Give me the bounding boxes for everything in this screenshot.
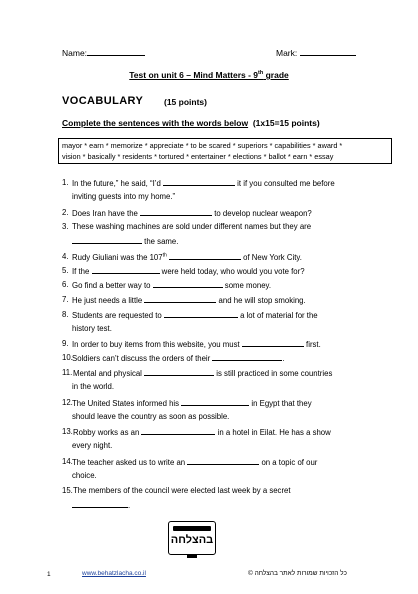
question-text: . [282,354,285,363]
logo-text: בהצלחה [170,534,214,546]
question-text: in a hotel in Eilat. He has a show [215,428,331,437]
instruction-text: Complete the sentences with the words below [62,118,249,128]
answer-blank[interactable] [153,280,223,288]
name-field [62,47,145,58]
question-number: 1. [62,178,69,187]
question-text: some money. [222,281,272,290]
question-text: . [128,501,131,510]
question-text: in Egypt that they [249,399,312,408]
question-line [72,398,312,408]
question-line [72,222,311,231]
question-line [72,339,321,349]
question-line [72,295,306,305]
question-text: were held today, who would you vote for? [159,267,305,276]
question-text: inviting guests into my home.” [72,192,176,201]
test-title [0,70,418,80]
question-text: is still practiced in some countries [214,369,333,378]
question-text: Robby works as an [73,428,142,437]
question-text: every night. [72,441,113,450]
question-text: Rudy Giuliani was the 107 [72,253,163,262]
question-text: history test. [72,324,112,333]
question-number: 13. [62,427,73,436]
question-line [72,324,112,333]
answer-blank[interactable] [141,427,215,435]
question-text: These washing machines are sold under different names but they are [72,222,312,231]
question-text: The members of the council were elected last week by a secret [73,486,291,495]
question-number: 2. [62,208,69,217]
answer-blank[interactable] [140,208,212,216]
question-number: 7. [62,295,69,304]
question-text: and he will stop smoking. [216,296,306,305]
answer-blank[interactable] [72,500,131,510]
question-text: The teacher asked us to write an [72,458,188,467]
question-line [72,412,229,421]
question-number: 8. [62,310,69,319]
answer-blank[interactable] [187,457,259,465]
answer-blank[interactable] [181,398,249,406]
question-text: the same. [142,237,179,246]
question-text: first. [303,340,321,349]
question-line [72,280,271,290]
test-title-sup: th [258,70,264,77]
question-line [72,310,318,320]
question-text: should leave the country as soon as possible. [72,412,230,421]
question-line [72,471,97,480]
question-text: choice. [72,471,97,480]
answer-blank[interactable] [92,266,160,274]
question-text: Students are requested to [72,311,164,320]
question-text: The United States informed his [72,399,182,408]
question-text: Go find a better way to [72,281,153,290]
question-number: 15. [62,486,73,495]
question-text: If the [72,267,92,276]
question-line [72,252,302,262]
word-bank-line-1: mayor * earn * memorize * appreciate * to be scared * superiors * capabilities * award * [62,141,343,150]
answer-blank[interactable] [242,339,304,347]
test-title-tail: grade [263,70,289,80]
question-text: In order to buy items from this website, you must [72,340,242,349]
test-title-main: Test on unit 6 – Mind Matters - 9 [129,70,259,80]
question-number: 12. [62,398,73,407]
section-heading: VOCABULARY [62,95,144,107]
ordinal-suffix: th [162,252,167,259]
copyright-notice: כל הזכויות שמורות לאתר בהצלחה © [248,570,347,577]
answer-blank[interactable] [169,252,241,260]
mark-blank[interactable] [300,47,356,56]
answer-blank[interactable] [164,310,238,318]
question-line [72,266,305,276]
question-text: it if you consulted me before [235,179,335,188]
question-text: on a topic of our [259,458,318,467]
question-text: to develop nuclear weapon? [212,209,312,218]
answer-blank[interactable] [144,368,214,376]
behatzlacha-logo [168,521,216,555]
logo-stand [187,554,197,558]
question-number: 11. [62,368,73,377]
question-text: Does Iran have the [72,209,141,218]
question-text: He just needs a little [72,296,145,305]
question-line [72,457,317,467]
question-number: 6. [62,280,69,289]
question-text: in the world. [72,382,115,391]
question-text: a lot of material for the [237,311,318,320]
website-link[interactable]: www.behatzlacha.co.il [82,570,146,577]
answer-blank[interactable] [144,295,216,303]
question-text: Soldiers can’t discuss the orders of their [72,354,213,363]
logo-bar [173,526,211,531]
question-number: 9. [62,339,69,348]
question-text: In the future,” he said, “I’d [72,179,164,188]
question-line [72,178,335,188]
question-number: 5. [62,266,69,275]
answer-blank[interactable] [212,353,285,363]
question-line [72,500,130,510]
question-number: 4. [62,252,69,261]
question-number: 14. [62,457,73,466]
question-line [72,353,285,363]
word-bank-line-2: vision * basically * residents * tortured * entertainer * elections * ballot * earn * essay [62,151,334,161]
question-line [72,192,175,201]
page-number: 1 [47,571,51,578]
question-text: Mental and physical [73,369,145,378]
question-number: 3. [62,222,69,231]
mark-field [276,47,356,58]
answer-blank[interactable] [163,178,235,186]
question-line [72,441,112,450]
question-line [72,208,312,218]
question-line [72,236,178,246]
question-number: 10. [62,353,73,362]
question-line [72,382,114,391]
name-label: Name: [62,48,88,58]
question-line [73,427,331,437]
section-points: (15 points) [164,97,207,107]
question-line [73,486,291,495]
mark-label: Mark: [276,48,298,58]
question-text: of New York City. [240,253,302,262]
word-bank [58,138,392,164]
instruction-points: (1x15=15 points) [252,118,320,128]
answer-blank[interactable] [72,236,142,244]
question-line [73,368,332,378]
instruction [62,118,320,128]
name-blank[interactable] [87,47,145,56]
